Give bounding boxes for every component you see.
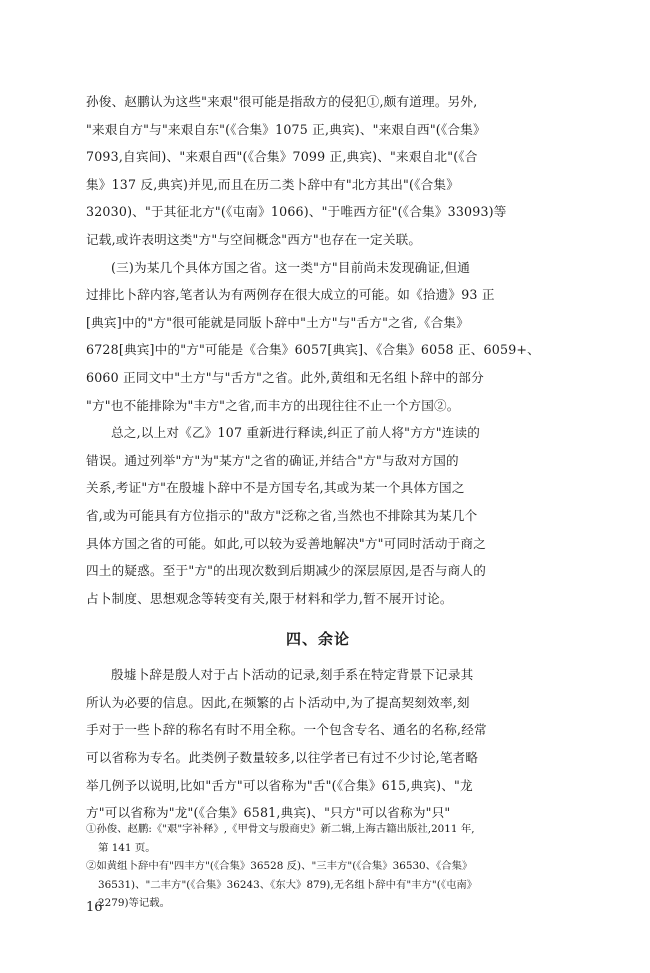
text-line: 6728[典宾]中的"方"可能是《合集》6057[典宾]、《合集》6058 正、6059+、 — [86, 342, 540, 358]
text-line: "来艰自方"与"来艰自东"(《合集》1075 正,典宾)、"来艰自西"(《合集》 — [86, 121, 486, 137]
text-line: 集》137 反,典宾)并见,而且在历二类卜辞中有"北方其出"(《合集》 — [86, 176, 460, 192]
footnote-line: 第 141 页。 — [98, 841, 156, 854]
paragraph-3 — [86, 419, 550, 612]
text-line: 错误。通过列举"方"为"某方"之省的确证,并结合"方"与敌对方国的 — [86, 452, 459, 468]
text-line: 方"可以省称为"龙"(《合集》6581,典宾)、"只方"可以省称为"只" — [86, 805, 451, 821]
text-line: 省,或为可能具有方位指示的"敌方"泛称之省,当然也不排除其为某几个 — [86, 507, 478, 523]
section-heading: 四、余论 — [285, 630, 350, 649]
text-line: 过排比卜辞内容,笔者认为有两例存在很大成立的可能。如《拾遗》93 正 — [86, 287, 495, 303]
text-line: 总之,以上对《乙》107 重新进行释读,纠正了前人将"方方"连读的 — [111, 425, 481, 441]
footnote-1 — [86, 820, 556, 857]
text-line: 7093,自宾间)、"来艰自西"(《合集》7099 正,典宾)、"来艰自北"(《合 — [86, 149, 478, 165]
footnote-line: ①孙俊、赵鹏:《"艰"字补释》,《甲骨文与殷商史》新二辑,上海古籍出版社,2011 年, — [86, 823, 475, 835]
main-text — [86, 88, 550, 827]
text-line: 殷墟卜辞是殷人对于占卜活动的记录,刻手系在特定背景下记录其 — [111, 667, 474, 683]
text-line: 6060 正同文中"土方"与"舌方"之省。此外,黄组和无名组卜辞中的部分 — [86, 369, 484, 385]
text-line: 举几例予以说明,比如"舌方"可以省称为"舌"(《合集》615,典宾)、"龙 — [86, 777, 473, 793]
paragraph-4 — [86, 661, 550, 827]
text-line: "方"也不能排除为"丰方"之省,而丰方的出现往往不止一个方国②。 — [86, 397, 460, 413]
text-line: 可以省称为专名。此类例子数量较多,以往学者已有过不少讨论,笔者略 — [86, 750, 479, 766]
text-line: 孙俊、赵鹏认为这些"来艰"很可能是指敌方的侵犯①,颇有道理。另外, — [86, 94, 478, 109]
text-line: 记载,或许表明这类"方"与空间概念"西方"也存在一定关联。 — [86, 231, 422, 247]
text-line: 32030)、"于其征北方"(《屯南》1066)、"于唯西方征"(《合集》33093)等 — [86, 204, 507, 220]
footnote-line: 36531)、"二丰方"(《合集》36243、《东大》879),无名组卜辞中有"丰方"(《屯南》 — [98, 878, 478, 891]
text-line: 关系,考证"方"在殷墟卜辞中不是方国专名,其或为某一个具体方国之 — [86, 480, 465, 496]
paragraph-2 — [86, 254, 550, 420]
text-line: 手对于一些卜辞的称名有时不用全称。一个包含专名、通名的名称,经常 — [86, 722, 487, 738]
footnote-line: ②如黄组卜辞中有"四丰方"(《合集》36528 反)、"三丰方"(《合集》36530、《合集》 — [86, 860, 473, 873]
page-number: 16 — [86, 900, 103, 915]
text-line: 四土的疑惑。至于"方"的出现次数到后期减少的深层原因,是否与商人的 — [86, 563, 487, 579]
paragraph-1 — [86, 88, 550, 254]
text-line: 具体方国之省的可能。如此,可以较为妥善地解决"方"可同时活动于商之 — [86, 535, 487, 551]
footnote-line: 2279)等记载。 — [98, 897, 171, 910]
footnote-2 — [86, 857, 556, 913]
text-line: 占卜制度、思想观念等转变有关,限于材料和学力,暂不展开讨论。 — [86, 590, 453, 606]
text-line: (三)为某几个具体方国之省。这一类"方"目前尚未发现确证,但通 — [111, 259, 471, 275]
text-line: 所认为必要的信息。因此,在频繁的占卜活动中,为了提高契刻效率,刻 — [86, 694, 470, 710]
text-line: [典宾]中的"方"很可能就是同版卜辞中"土方"与"舌方"之省,《合集》 — [86, 314, 470, 330]
footnotes — [86, 820, 556, 913]
